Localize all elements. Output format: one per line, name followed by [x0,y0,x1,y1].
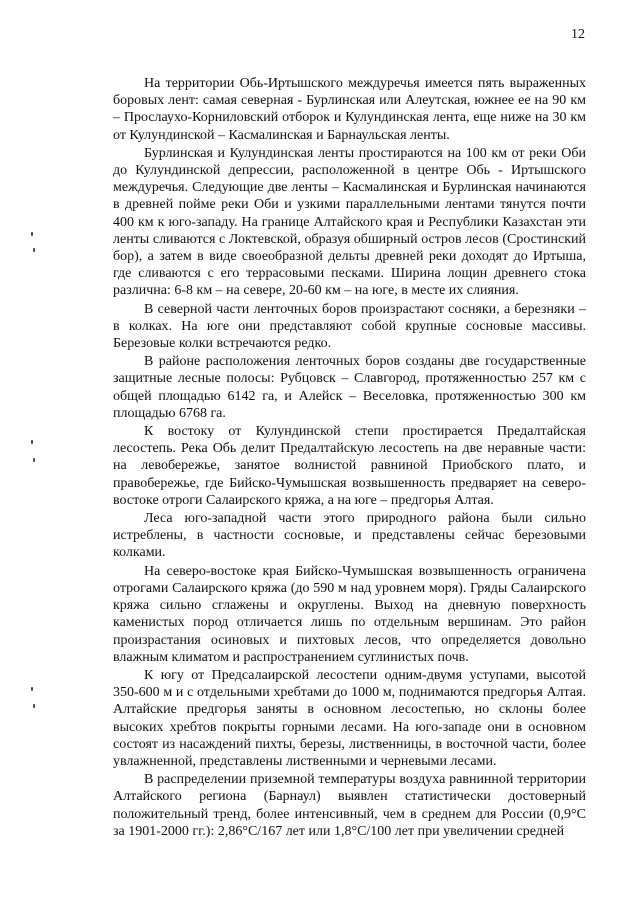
paragraph: В распределении приземной температуры воздуха равнинной территории Алтайского региона (Барнаул) выявлен статистически достоверный положительный тренд, более интенсивный, чем в среднем для России (0,9°С за 1901-2000 гг.): 2,86°С/167 лет или 1,8°С/100 лет при увеличении средней [113,772,586,839]
paragraph: К югу от Предсалаирской лесостепи одним-двумя уступами, высотой 350-600 м и с отдельными хребтами до 1000 м, поднимаются предгорья Алтая. Алтайские предгорья заняты в основном лесостепью, но склоны более высоких хребтов покрыты горными лесами. На юго-западе они в основном состоят из насаждений пихты, березы, лиственницы, в восточной части, более увлажненной, представлены лиственными и черневыми лесами. [113,667,586,769]
paragraph: К востоку от Кулундинской степи простирается Предалтайская лесостепь. Река Обь делит Предалтайскую лесостепь на две неравные части: на левобережье, занятое волнистой равниной Приобского плато, и правобережье, где Бийско-Чумышская возвышенность предваряет на северо-востоке отроги Салаирского кряжа, а на юге – предгорья Алтая. [113,424,586,508]
scan-mark [31,440,33,444]
scan-mark [33,458,35,462]
paragraph: В районе расположения ленточных боров созданы две государственные защитные лесные полосы: Рубцовск – Славгород, протяженностью 257 км с общей площадью 6142 га, и Алейск – Веселовка, протяженностью 300 км площадью 6768 га. [113,354,586,421]
paragraph: На северо-востоке края Бийско-Чумышская возвышенность ограничена отрогами Салаирского кряжа (до 590 м над уровнем моря). Гряды Салаирского кряжа сильно сглажены и округлены. Выход на дневную поверхность каменистых пород отличается лишь по отдельным вершинам. Это район произрастания осиновых и пихтовых лесов, что определяется довольно влажным климатом и распространением суглинистых почв. [113,563,586,665]
scan-mark [33,248,35,252]
paragraph: На территории Обь-Иртышского междуречья имеется пять выраженных боровых лент: самая северная - Бурлинская или Алеутская, южнее ее на 90 км – Прослаухо-Корниловский отборок и Кулундинская лента, еще ниже на 30 км от Кулундинской – Касмалинская и Барнаульская ленты. [113,76,586,143]
paragraph: Бурлинская и Кулундинская ленты простираются на 100 км от реки Оби до Кулундинской депрессии, расположенной в центре Обь - Иртышского междуречья. Следующие две ленты – Касмалинская и Бурлинская начинаются в древней пойме реки Оби и узкими параллельными лентами тянутся почти 400 км к юго-западу. На границе Алтайского края и Республики Казахстан эти ленты сливаются с Локтевской, образуя обширный остров лесов (Сростинский бор), а затем в виде своеобразной дельты древней реки доходят до Иртыша, где сливаются с его террасовыми песками. Ширина лощин древнего стока различна: 6-8 км – на севере, 20-60 км – на юге, в месте их слияния. [113,145,586,299]
paragraph: Леса юго-западной части этого природного района были сильно истреблены, в частности сосновые, и представлены сейчас березовыми колками. [113,511,586,561]
scan-mark [31,687,33,691]
scan-mark [33,704,35,708]
paragraph: В северной части ленточных боров произрастают сосняки, а березняки – в колках. На юге они представляют собой крупные сосновые массивы. Березовые колки встречаются редко. [113,301,586,352]
document-body [113,75,586,841]
page-number: 12 [571,27,585,42]
scan-mark [31,232,33,236]
